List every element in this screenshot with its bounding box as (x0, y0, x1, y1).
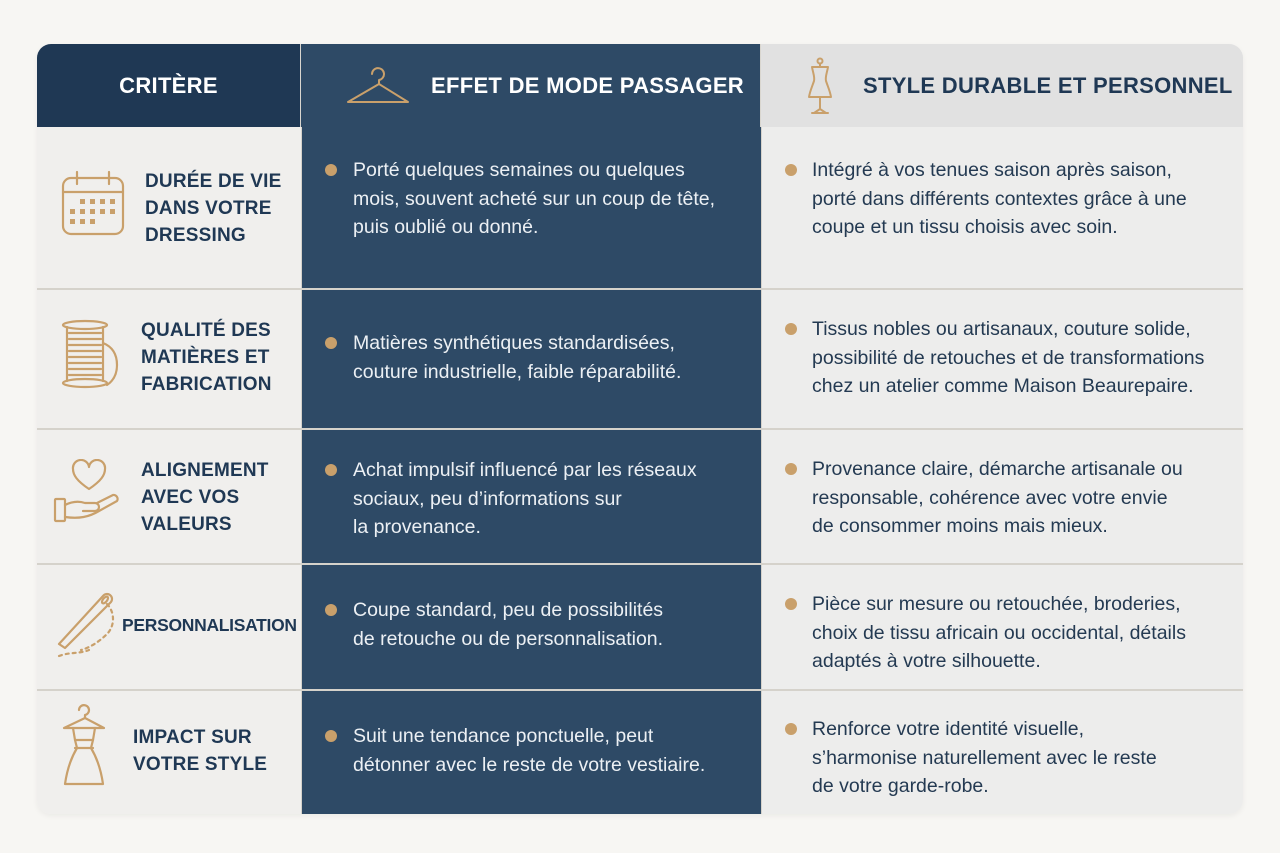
bullet-dot (325, 164, 337, 176)
header-durable (761, 44, 1243, 127)
text-line: puis oublié ou donné. (353, 216, 539, 238)
bullet-dot (325, 604, 337, 616)
comparison-table (37, 44, 1243, 814)
criterion-label-line: ALIGNEMENT (141, 460, 269, 481)
durable-cell (761, 429, 1243, 563)
bullet-dot (785, 323, 797, 335)
criterion-label-line: QUALITÉ DES (141, 320, 271, 341)
criterion-cell (37, 289, 301, 428)
text-line: possibilité de retouches et de transformations (812, 346, 1205, 369)
text-line: la provenance. (353, 516, 481, 538)
durable-text (812, 156, 1187, 242)
text-line: Renforce votre identité visuelle, (812, 718, 1085, 740)
text-line: Porté quelques semaines ou quelques (353, 159, 685, 181)
criterion-label (122, 612, 297, 639)
text-line: Achat impulsif influencé par les réseaux (353, 459, 697, 481)
fast-fashion-text (353, 329, 681, 386)
bullet-dot (785, 164, 797, 176)
table-row (37, 690, 1243, 814)
bullet-dot (785, 463, 797, 475)
header-durable-label: STYLE DURABLE ET PERSONNEL (863, 72, 1233, 98)
fast-fashion-cell (301, 690, 761, 814)
text-line: détonner avec le reste de votre vestiaire. (353, 753, 706, 776)
text-line: couture industrielle, faible réparabilité. (353, 360, 682, 383)
criterion-label-line: IMPACT SUR (133, 727, 252, 748)
text-line: s’harmonise naturellement avec le reste (812, 746, 1157, 769)
bullet-dot (785, 598, 797, 610)
bullet-dot (325, 337, 337, 349)
criterion-cell (37, 429, 301, 563)
text-line: porté dans différents contextes grâce à une (812, 187, 1187, 210)
durable-cell (761, 289, 1243, 428)
fast-fashion-text (353, 596, 663, 653)
durable-text (812, 315, 1204, 401)
header-criterion-label: CRITÈRE (119, 72, 218, 98)
criterion-cell (37, 690, 301, 814)
text-line: Coupe standard, peu de possibilités (353, 599, 664, 621)
table-row (37, 289, 1243, 428)
text-line: mois, souvent acheté sur un coup de tête, (353, 187, 716, 210)
bullet-dot (325, 730, 337, 742)
calendar-icon (61, 170, 125, 238)
text-line: Tissus nobles ou artisanaux, couture solide, (812, 318, 1191, 340)
criterion-label-line: DANS VOTRE (145, 198, 272, 219)
needle-thread-icon (55, 588, 119, 660)
durable-cell (761, 128, 1243, 288)
durable-text (812, 715, 1157, 801)
dress-on-hanger-icon (61, 702, 107, 792)
text-line: adaptés à votre silhouette. (812, 650, 1041, 672)
durable-text (812, 455, 1183, 541)
criterion-label-line: VOTRE STYLE (133, 754, 268, 775)
header-criterion (37, 44, 301, 127)
fast-fashion-cell (301, 289, 761, 428)
fast-fashion-cell (301, 429, 761, 563)
text-line: de retouche ou de personnalisation. (353, 627, 664, 650)
fast-fashion-text (353, 156, 715, 242)
criterion-label (141, 457, 269, 538)
durable-text (812, 590, 1186, 676)
bullet-dot (325, 464, 337, 476)
table-row (37, 128, 1243, 288)
criterion-label-line: VALEURS (141, 514, 232, 535)
text-line: Intégré à vos tenues saison après saison, (812, 159, 1172, 181)
heart-hand-icon (53, 459, 125, 525)
criterion-label (145, 168, 282, 249)
criterion-cell (37, 564, 301, 689)
text-line: chez un atelier comme Maison Beaurepaire. (812, 375, 1194, 397)
durable-cell (761, 690, 1243, 814)
fast-fashion-text (353, 456, 697, 542)
fast-fashion-cell (301, 564, 761, 689)
criterion-label-line: PERSONNALISATION (122, 615, 297, 635)
column-divider (301, 127, 302, 814)
header-fast-fashion (301, 44, 761, 127)
table-row (37, 564, 1243, 689)
text-line: Pièce sur mesure ou retouchée, broderies, (812, 593, 1181, 615)
table-row (37, 429, 1243, 563)
criterion-label-line: MATIÈRES ET (141, 347, 270, 368)
text-line: choix de tissu africain ou occidental, détails (812, 621, 1186, 644)
header-fast-fashion-label: EFFET DE MODE PASSAGER (431, 72, 744, 98)
text-line: Matières synthétiques standardisées, (353, 332, 675, 354)
text-line: Suit une tendance ponctuelle, peut (353, 725, 654, 747)
criterion-cell (37, 128, 301, 288)
criterion-label (141, 317, 272, 398)
thread-spool-icon (59, 319, 123, 391)
criterion-label-line: FABRICATION (141, 374, 272, 395)
text-line: responsable, cohérence avec votre envie (812, 486, 1168, 509)
column-divider (761, 127, 762, 814)
text-line: de votre garde-robe. (812, 775, 989, 797)
criterion-label (133, 724, 267, 778)
dress-form-icon (805, 57, 835, 115)
criterion-label-line: DURÉE DE VIE (145, 171, 282, 192)
text-line: Provenance claire, démarche artisanale ou (812, 458, 1183, 480)
text-line: de consommer moins mais mieux. (812, 515, 1108, 537)
fast-fashion-text (353, 722, 705, 779)
fast-fashion-cell (301, 128, 761, 288)
bullet-dot (785, 723, 797, 735)
text-line: sociaux, peu d’informations sur (353, 487, 622, 510)
hanger-icon (345, 64, 411, 108)
text-line: coupe et un tissu choisis avec soin. (812, 216, 1118, 238)
durable-cell (761, 564, 1243, 689)
criterion-label-line: DRESSING (145, 225, 246, 246)
criterion-label-line: AVEC VOS (141, 487, 240, 508)
